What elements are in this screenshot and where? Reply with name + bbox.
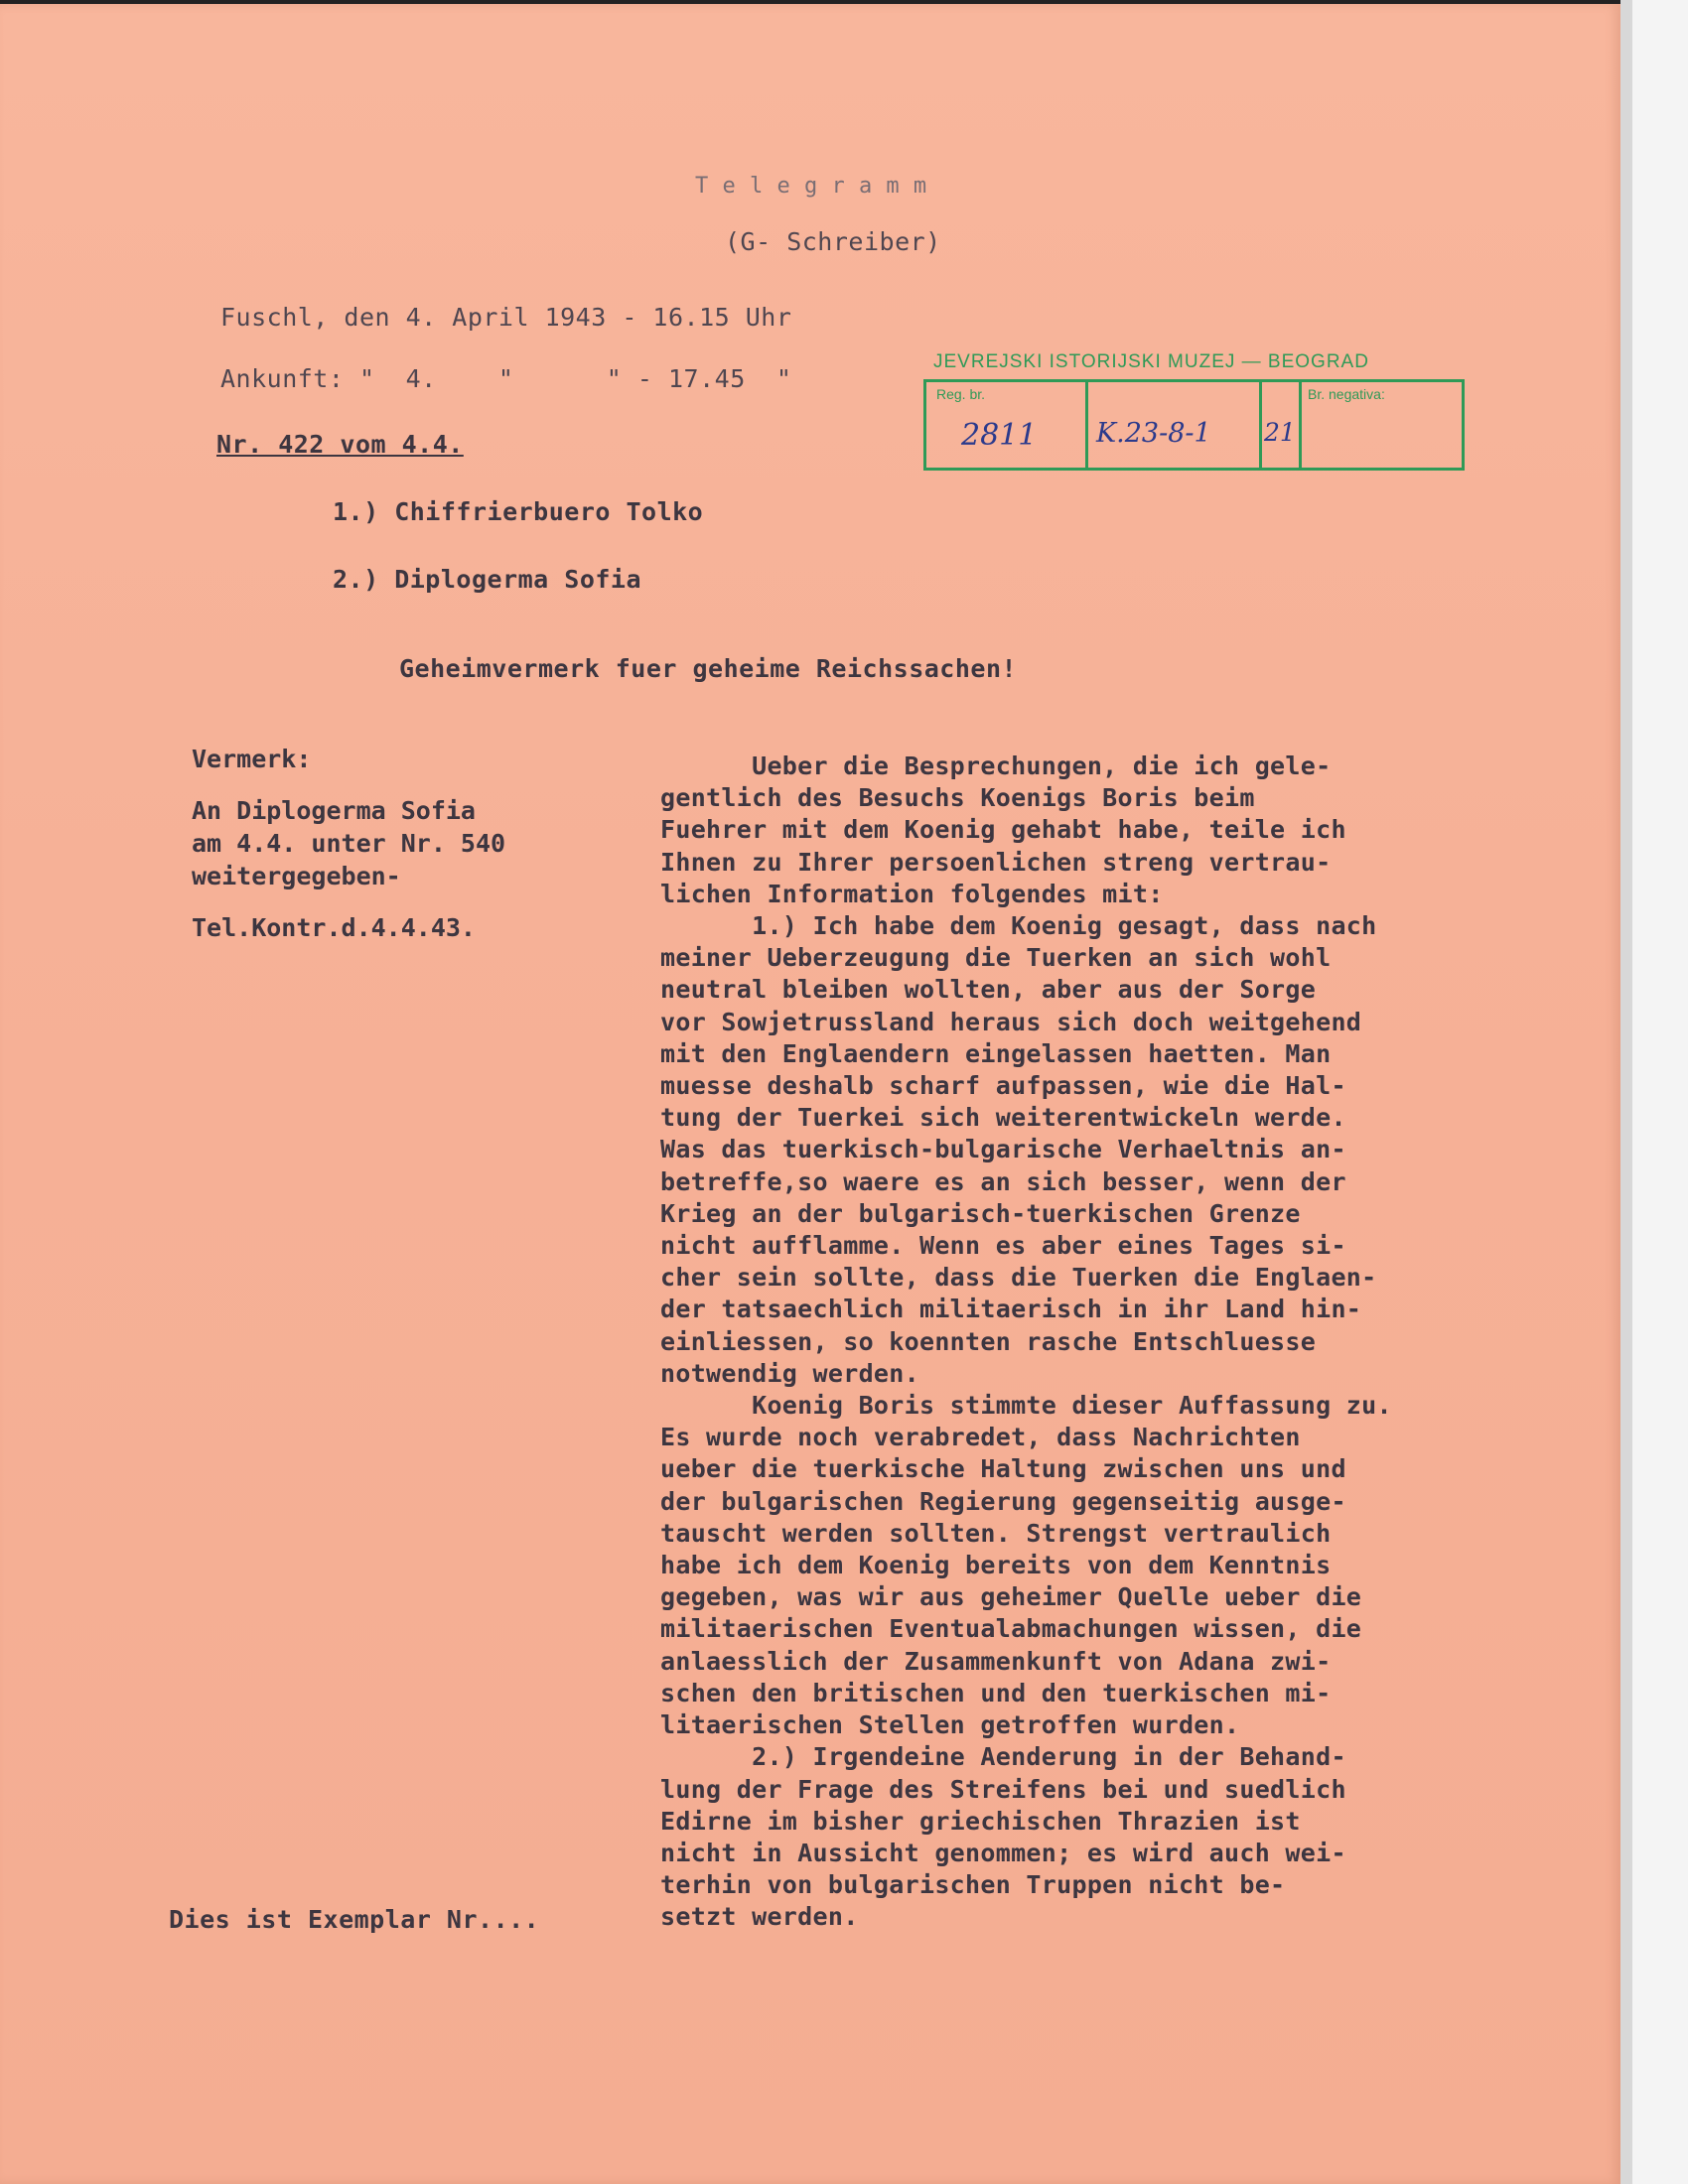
- body-line: einliessen, so koennten rasche Entschluesse: [660, 1326, 1317, 1356]
- body-line: der bulgarischen Regierung gegenseitig ausge-: [660, 1486, 1346, 1516]
- body-line: muesse deshalb scharf aufpassen, wie die Hal-: [660, 1071, 1346, 1101]
- document-title: T e l e g r a m m: [695, 174, 927, 199]
- classification-line: Geheimvermerk fuer geheime Reichssachen!: [399, 654, 1018, 683]
- stamp-cell-negative: [1299, 382, 1465, 468]
- body-line: gentlich des Besuchs Koenigs Boris beim: [660, 783, 1255, 813]
- document-subtitle: (G- Schreiber): [725, 227, 941, 256]
- body-line: tauscht werden sollten. Strengst vertraulich: [660, 1518, 1332, 1548]
- body-line: Was das tuerkisch-bulgarische Verhaeltnis an-: [660, 1135, 1346, 1164]
- museum-stamp: [923, 379, 1465, 471]
- origin-line: Fuschl, den 4. April 1943 - 16.15 Uhr: [220, 303, 792, 332]
- note-line: weitergegeben-: [192, 862, 401, 890]
- stamp-cell-archive: [1085, 382, 1259, 468]
- body-line: 2.) Irgendeine Aenderung in der Behand-: [660, 1742, 1346, 1772]
- body-line: schen den britischen und den tuerkischen mi-: [660, 1678, 1332, 1707]
- stamp-reg-number: 2811: [961, 418, 1038, 453]
- body-line: ueber die tuerkische Haltung zwischen uns und: [660, 1454, 1346, 1484]
- note-heading: Vermerk:: [192, 745, 312, 773]
- body-line: der tatsaechlich militaerisch in ihr Land hin-: [660, 1295, 1362, 1324]
- stamp-label-reg: Reg. br.: [936, 386, 986, 402]
- recipient-2: 2.) Diplogerma Sofia: [333, 565, 642, 594]
- body-line: meiner Ueberzeugung die Tuerken an sich wohl: [660, 943, 1332, 973]
- arrival-line: Ankunft: " 4. " " - 17.45 ": [220, 364, 792, 393]
- stamp-cell-item: [1259, 382, 1299, 468]
- body-line: lichen Information folgendes mit:: [660, 879, 1164, 908]
- body-line: militaerischen Eventualabmachungen wissen, die: [660, 1614, 1362, 1644]
- body-line: litaerischen Stellen getroffen wurden.: [660, 1710, 1240, 1740]
- body-line: mit den Englaendern eingelassen haetten. Man: [660, 1038, 1332, 1068]
- recipient-1: 1.) Chiffrierbuero Tolko: [333, 497, 704, 526]
- body-line: Edirne im bisher griechischen Thrazien ist: [660, 1806, 1301, 1836]
- body-line: 1.) Ich habe dem Koenig gesagt, dass nach: [660, 911, 1377, 941]
- body-line: nicht in Aussicht genommen; es wird auch wei-: [660, 1838, 1346, 1867]
- body-line: Ueber die Besprechungen, die ich gele-: [660, 751, 1332, 780]
- telegram-body: [660, 751, 1475, 1934]
- page-edge-shadow: [1620, 0, 1632, 2184]
- body-line: setzt werden.: [660, 1902, 859, 1932]
- note-control: Tel.Kontr.d.4.4.43.: [192, 913, 476, 942]
- stamp-item-number: 21: [1264, 418, 1296, 447]
- body-line: lung der Frage des Streifens bei und suedlich: [660, 1774, 1346, 1804]
- body-line: vor Sowjetrussland heraus sich doch weitgehend: [660, 1007, 1362, 1036]
- body-line: cher sein sollte, dass die Tuerken die Englaen-: [660, 1263, 1377, 1293]
- body-line: gegeben, was wir aus geheimer Quelle ueber die: [660, 1582, 1362, 1612]
- body-line: neutral bleiben wollten, aber aus der Sorge: [660, 975, 1317, 1005]
- stamp-archive-number: K.23-8-1: [1096, 418, 1211, 449]
- copy-number-line: Dies ist Exemplar Nr....: [169, 1905, 540, 1934]
- telegram-number: Nr. 422 vom 4.4.: [216, 430, 464, 459]
- body-line: Es wurde noch verabredet, dass Nachrichten: [660, 1423, 1301, 1452]
- body-line: anlaesslich der Zusammenkunft von Adana zwi-: [660, 1646, 1332, 1676]
- museum-stamp-title: JEVREJSKI ISTORIJSKI MUZEJ — BEOGRAD: [933, 351, 1369, 372]
- body-line: betreffe,so waere es an sich besser, wenn der: [660, 1166, 1346, 1196]
- body-line: Fuehrer mit dem Koenig gehabt habe, teile ich: [660, 815, 1346, 845]
- body-line: Ihnen zu Ihrer persoenlichen streng vertrau-: [660, 847, 1332, 877]
- telegram-page: [0, 4, 1620, 2184]
- body-line: nicht aufflamme. Wenn es aber eines Tages si-: [660, 1231, 1346, 1261]
- body-line: terhin von bulgarischen Truppen nicht be-: [660, 1870, 1286, 1900]
- stamp-label-negative: Br. negativa:: [1308, 386, 1385, 402]
- note-line: am 4.4. unter Nr. 540: [192, 829, 506, 858]
- body-line: habe ich dem Koenig bereits von dem Kenntnis: [660, 1551, 1332, 1580]
- body-line: Koenig Boris stimmte dieser Auffassung zu.: [660, 1391, 1392, 1421]
- body-line: Krieg an der bulgarisch-tuerkischen Grenze: [660, 1198, 1301, 1228]
- body-line: notwendig werden.: [660, 1358, 919, 1388]
- note-line: An Diplogerma Sofia: [192, 796, 476, 825]
- body-line: tung der Tuerkei sich weiterentwickeln werde.: [660, 1103, 1346, 1133]
